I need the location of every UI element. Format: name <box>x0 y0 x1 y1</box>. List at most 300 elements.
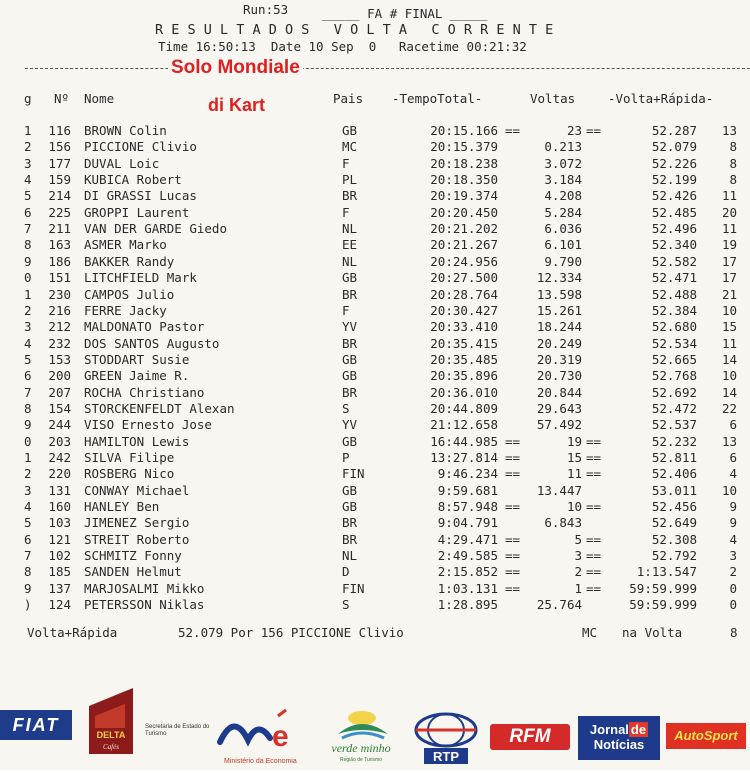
laps-gap-cell: 10 <box>566 499 582 515</box>
fastest-lap-number-cell: 0 <box>729 597 737 613</box>
page-title: R E S U L T A D O S V O L T A C O R R E N T E <box>155 22 554 38</box>
rtp-logo-text: RTP <box>433 749 459 764</box>
laps-gap-cell: 4.208 <box>544 188 582 204</box>
driver-name-cell: PICCIONE Clivio <box>84 139 197 155</box>
laps-marker-end-cell: == <box>586 433 602 449</box>
fastest-lap-cell: 52.426 <box>651 188 697 204</box>
fastest-lap-number-cell: 20 <box>721 204 737 220</box>
total-time-cell: 20:35.896 <box>430 368 498 384</box>
number-cell: 244 <box>48 417 71 433</box>
number-cell: 212 <box>48 319 71 335</box>
country-cell: PL <box>342 172 358 188</box>
laps-gap-cell: 9.790 <box>544 253 582 269</box>
fastest-lap-number-cell: 9 <box>729 499 737 515</box>
laps-gap-cell: 2 <box>574 564 582 580</box>
secretaria-logo: Secretaria de Estado do Turismo <box>145 724 210 737</box>
svg-text:e: e <box>272 720 289 753</box>
fastest-lap-number-cell: 11 <box>721 335 737 351</box>
fastest-lap-cell: 52.488 <box>651 286 697 302</box>
driver-name-cell: KUBICA Robert <box>84 172 182 188</box>
position-cell: 0 <box>24 433 32 449</box>
fastest-lap-cell: 52.496 <box>651 221 697 237</box>
fastest-lap-cell: 52.232 <box>651 433 697 449</box>
table-row <box>0 139 750 155</box>
position-cell: 7 <box>24 384 32 400</box>
table-row <box>0 417 750 433</box>
fastest-lap-cell: 52.287 <box>651 123 697 138</box>
number-cell: 200 <box>48 368 71 384</box>
position-cell: 3 <box>24 155 32 171</box>
position-cell: 7 <box>24 548 32 564</box>
col-laps: Voltas <box>530 91 576 106</box>
number-cell: 151 <box>48 270 71 286</box>
driver-name-cell: HANLEY Ben <box>84 499 160 515</box>
country-cell: BR <box>342 188 358 204</box>
number-cell: 177 <box>48 155 71 171</box>
col-fastest: -Volta+Rápida- <box>608 91 714 106</box>
position-cell: 9 <box>24 580 32 596</box>
laps-marker-end-cell: == <box>586 499 602 515</box>
country-cell: P <box>342 450 350 465</box>
driver-name-cell: BROWN Colin <box>84 123 167 138</box>
laps-gap-cell: 15.261 <box>536 302 582 318</box>
position-cell: 3 <box>24 319 32 335</box>
laps-gap-cell: 15 <box>566 450 582 465</box>
number-cell: 216 <box>48 302 71 318</box>
table-row <box>0 499 750 515</box>
autosport-logo: AutoSport <box>666 723 746 749</box>
total-time-cell: 2:15.852 <box>437 564 498 580</box>
fastest-lap-number-cell: 21 <box>721 286 737 302</box>
table-row <box>0 401 750 417</box>
laps-gap-cell: 19 <box>566 433 582 449</box>
driver-name-cell: DI GRASSI Lucas <box>84 188 197 204</box>
fastest-lap-number-cell: 3 <box>729 548 737 564</box>
laps-marker-cell: == <box>505 450 521 465</box>
total-time-cell: 1:03.131 <box>437 580 498 596</box>
number-cell: 214 <box>48 188 71 204</box>
fastest-lap-cell: 52.079 <box>651 139 697 155</box>
table-row <box>0 434 750 450</box>
footer-lap: 8 <box>730 625 738 640</box>
laps-gap-cell: 25.764 <box>536 597 582 613</box>
total-time-cell: 20:35.415 <box>430 335 498 351</box>
fastest-lap-number-cell: 0 <box>729 580 737 596</box>
verde-minho-subtext: Região de Turismo <box>340 757 382 763</box>
number-cell: 116 <box>48 123 71 138</box>
country-cell: GB <box>342 270 358 286</box>
total-time-cell: 20:15.379 <box>430 139 498 155</box>
table-row <box>0 450 750 466</box>
number-cell: 156 <box>48 139 71 155</box>
fastest-lap-number-cell: 11 <box>721 221 737 237</box>
ministerio-logo-text: Ministério da Economia <box>224 758 297 765</box>
number-cell: 163 <box>48 237 71 253</box>
table-row <box>0 270 750 286</box>
country-cell: S <box>342 400 350 416</box>
country-cell: YV <box>342 319 358 335</box>
position-cell: 2 <box>24 302 32 318</box>
fastest-lap-cell: 52.680 <box>651 319 697 335</box>
driver-name-cell: GREEN Jaime R. <box>84 368 190 384</box>
laps-gap-cell: 3.184 <box>544 172 582 188</box>
number-cell: 232 <box>48 335 71 351</box>
driver-name-cell: HAMILTON Lewis <box>84 433 190 449</box>
sponsor-strip <box>0 686 750 770</box>
fastest-lap-number-cell: 6 <box>729 417 737 433</box>
total-time-cell: 20:30.427 <box>430 302 498 318</box>
country-cell: NL <box>342 548 358 564</box>
total-time-cell: 13:27.814 <box>430 450 498 465</box>
footer-lap-label: na Volta <box>622 625 683 640</box>
fastest-lap-cell: 1:13.547 <box>636 564 697 580</box>
fastest-lap-number-cell: 8 <box>729 172 737 188</box>
col-country: Pais <box>333 91 364 106</box>
fastest-lap-cell: 52.456 <box>651 499 697 515</box>
laps-gap-cell: 23 <box>566 123 582 138</box>
country-cell: NL <box>342 253 358 269</box>
number-cell: 230 <box>48 286 71 302</box>
ministerio-logo <box>214 702 308 765</box>
fastest-lap-number-cell: 8 <box>729 155 737 171</box>
driver-name-cell: VISO Ernesto Jose <box>84 417 212 433</box>
fastest-lap-cell: 52.406 <box>651 466 697 482</box>
fastest-lap-cell: 52.472 <box>651 400 697 416</box>
country-cell: EE <box>342 237 358 253</box>
laps-gap-cell: 12.334 <box>536 270 582 286</box>
position-cell: 4 <box>24 499 32 515</box>
laps-marker-cell: == <box>505 499 521 515</box>
table-row <box>0 156 750 172</box>
total-time-cell: 20:24.956 <box>430 253 498 269</box>
total-time-cell: 20:28.764 <box>430 286 498 302</box>
laps-gap-cell: 13.598 <box>536 286 582 302</box>
col-total: -TempoTotal- <box>392 91 483 106</box>
fastest-lap-number-cell: 15 <box>721 319 737 335</box>
fastest-lap-number-cell: 8 <box>729 139 737 155</box>
position-cell: 6 <box>24 531 32 547</box>
number-cell: 121 <box>48 531 71 547</box>
country-cell: GB <box>342 482 358 498</box>
fastest-lap-number-cell: 9 <box>729 515 737 531</box>
laps-marker-cell: == <box>505 548 521 564</box>
country-cell: FIN <box>342 580 365 596</box>
fastest-lap-number-cell: 13 <box>721 123 737 138</box>
total-time-cell: 4:29.471 <box>437 531 498 547</box>
footer-country: MC <box>582 625 598 640</box>
fastest-lap-cell: 52.471 <box>651 270 697 286</box>
laps-gap-cell: 13.447 <box>536 482 582 498</box>
country-cell: F <box>342 204 350 220</box>
number-cell: 225 <box>48 204 71 220</box>
laps-marker-cell: == <box>505 123 521 138</box>
fastest-lap-cell: 52.665 <box>651 351 697 367</box>
table-row <box>0 221 750 237</box>
position-cell: 6 <box>24 368 32 384</box>
position-cell: 5 <box>24 351 32 367</box>
driver-name-cell: ROSBERG Nico <box>84 466 175 482</box>
laps-marker-cell: == <box>505 564 521 580</box>
laps-gap-cell: 6.036 <box>544 221 582 237</box>
fastest-lap-cell: 52.649 <box>651 515 697 531</box>
laps-marker-end-cell: == <box>586 580 602 596</box>
total-time-cell: 20:21.267 <box>430 237 498 253</box>
total-time-cell: 16:44.985 <box>430 433 498 449</box>
table-row <box>0 237 750 253</box>
table-row <box>0 515 750 531</box>
country-cell: BR <box>342 384 358 400</box>
fastest-lap-number-cell: 17 <box>721 270 737 286</box>
table-row <box>0 123 750 139</box>
laps-marker-cell: == <box>505 580 521 596</box>
laps-gap-cell: 20.844 <box>536 384 582 400</box>
table-row <box>0 466 750 482</box>
number-cell: 137 <box>48 580 71 596</box>
driver-name-cell: STREIT Roberto <box>84 531 190 547</box>
fastest-lap-number-cell: 10 <box>721 482 737 498</box>
number-cell: 153 <box>48 351 71 367</box>
laps-marker-end-cell: == <box>586 450 602 465</box>
driver-name-cell: BAKKER Randy <box>84 253 175 269</box>
number-cell: 242 <box>48 450 71 465</box>
rfm-logo: RFM <box>490 724 570 750</box>
fastest-lap-cell: 52.485 <box>651 204 697 220</box>
position-cell: 9 <box>24 253 32 269</box>
country-cell: FIN <box>342 466 365 482</box>
table-row <box>0 368 750 384</box>
table-row <box>0 303 750 319</box>
position-cell: 3 <box>24 482 32 498</box>
position-cell: 6 <box>24 204 32 220</box>
table-row <box>0 581 750 597</box>
country-cell: D <box>342 564 350 580</box>
total-time-cell: 20:15.166 <box>430 123 498 138</box>
country-cell: F <box>342 302 350 318</box>
laps-marker-end-cell: == <box>586 531 602 547</box>
number-cell: 154 <box>48 400 71 416</box>
driver-name-cell: FERRE Jacky <box>84 302 167 318</box>
total-time-cell: 1:28.895 <box>437 597 498 613</box>
table-row <box>0 483 750 499</box>
position-cell: 9 <box>24 417 32 433</box>
delta-logo-subtext: Cafés <box>103 743 119 751</box>
country-cell: BR <box>342 335 358 351</box>
verde-minho-logo <box>322 704 400 764</box>
fastest-lap-cell: 52.692 <box>651 384 697 400</box>
total-time-cell: 20:18.350 <box>430 172 498 188</box>
footer-value: 52.079 Por 156 PICCIONE Clivio <box>178 625 404 640</box>
country-cell: GB <box>342 433 358 449</box>
position-cell: 8 <box>24 400 32 416</box>
total-time-cell: 20:21.202 <box>430 221 498 237</box>
driver-name-cell: CONWAY Michael <box>84 482 190 498</box>
fastest-lap-cell: 52.226 <box>651 155 697 171</box>
col-pos: g <box>24 91 32 106</box>
footer-label: Volta+Rápida <box>27 625 118 640</box>
laps-gap-cell: 20.730 <box>536 368 582 384</box>
fastest-lap-cell: 52.534 <box>651 335 697 351</box>
driver-name-cell: SCHMITZ Fonny <box>84 548 182 564</box>
number-cell: 186 <box>48 253 71 269</box>
number-cell: 203 <box>48 433 71 449</box>
overlay-title: Solo Mondiale <box>168 57 303 79</box>
country-cell: YV <box>342 417 358 433</box>
number-cell: 220 <box>48 466 71 482</box>
table-row <box>0 336 750 352</box>
verde-minho-text: verde minho <box>331 741 391 755</box>
run-label: Run:53 <box>243 2 289 17</box>
position-cell: 4 <box>24 172 32 188</box>
table-row <box>0 385 750 401</box>
fastest-lap-cell: 53.011 <box>651 482 697 498</box>
table-row <box>0 254 750 270</box>
driver-name-cell: SILVA Filipe <box>84 450 175 465</box>
laps-marker-end-cell: == <box>586 564 602 580</box>
laps-marker-end-cell: == <box>586 548 602 564</box>
fastest-lap-number-cell: 14 <box>721 351 737 367</box>
total-time-cell: 20:44.809 <box>430 400 498 416</box>
position-cell: 7 <box>24 221 32 237</box>
fastest-lap-cell: 52.199 <box>651 172 697 188</box>
driver-name-cell: PETERSSON Niklas <box>84 597 205 613</box>
position-cell: 2 <box>24 139 32 155</box>
driver-name-cell: GROPPI Laurent <box>84 204 190 220</box>
table-row <box>0 188 750 204</box>
jornal-de-text: de <box>630 722 647 737</box>
fastest-lap-cell: 52.582 <box>651 253 697 269</box>
header-divider <box>25 68 750 69</box>
table-row <box>0 319 750 335</box>
laps-gap-cell: 57.492 <box>536 417 582 433</box>
driver-name-cell: DUVAL Loic <box>84 155 160 171</box>
country-cell: NL <box>342 221 358 237</box>
driver-name-cell: ASMER Marko <box>84 237 167 253</box>
fiat-logo: FIAT <box>0 710 72 740</box>
laps-gap-cell: 20.319 <box>536 351 582 367</box>
total-time-cell: 2:49.585 <box>437 548 498 564</box>
col-name: Nome <box>84 91 115 106</box>
number-cell: 124 <box>48 597 71 613</box>
position-cell: ) <box>24 597 32 613</box>
number-cell: 185 <box>48 564 71 580</box>
rtp-logo <box>410 710 482 768</box>
number-cell: 159 <box>48 172 71 188</box>
fastest-lap-number-cell: 17 <box>721 253 737 269</box>
fastest-lap-number-cell: 19 <box>721 237 737 253</box>
overlay-subtitle: di Kart <box>208 95 266 115</box>
position-cell: 8 <box>24 237 32 253</box>
driver-name-cell: VAN DER GARDE Giedo <box>84 221 227 237</box>
total-time-cell: 9:04.791 <box>437 515 498 531</box>
fastest-lap-cell: 59:59.999 <box>629 580 697 596</box>
fastest-lap-number-cell: 14 <box>721 384 737 400</box>
fastest-lap-number-cell: 6 <box>729 450 737 465</box>
fastest-lap-cell: 52.768 <box>651 368 697 384</box>
delta-logo-text: DELTA <box>96 730 126 740</box>
laps-marker-cell: == <box>505 531 521 547</box>
country-cell: BR <box>342 531 358 547</box>
position-cell: 5 <box>24 515 32 531</box>
fastest-lap-cell: 52.384 <box>651 302 697 318</box>
fastest-lap-cell: 52.792 <box>651 548 697 564</box>
fastest-lap-number-cell: 22 <box>721 400 737 416</box>
fastest-lap-number-cell: 4 <box>729 466 737 482</box>
table-row <box>0 564 750 580</box>
fastest-lap-number-cell: 4 <box>729 531 737 547</box>
driver-name-cell: LITCHFIELD Mark <box>84 270 197 286</box>
laps-marker-end-cell: == <box>586 466 602 482</box>
country-cell: MC <box>342 139 358 155</box>
delta-logo <box>85 686 137 756</box>
laps-gap-cell: 5.284 <box>544 204 582 220</box>
driver-name-cell: JIMENEZ Sergio <box>84 515 190 531</box>
total-time-cell: 20:27.500 <box>430 270 498 286</box>
driver-name-cell: STORCKENFELDT Alexan <box>84 400 235 416</box>
country-cell: F <box>342 155 350 171</box>
position-cell: 2 <box>24 466 32 482</box>
table-row <box>0 172 750 188</box>
laps-gap-cell: 3 <box>574 548 582 564</box>
final-label: _____ FA # FINAL _____ <box>322 6 488 21</box>
driver-name-cell: DOS SANTOS Augusto <box>84 335 220 351</box>
total-time-cell: 20:20.450 <box>430 204 498 220</box>
driver-name-cell: STODDART Susie <box>84 351 190 367</box>
noticias-text: Notícias <box>593 737 645 752</box>
laps-marker-cell: == <box>505 433 521 449</box>
laps-gap-cell: 20.249 <box>536 335 582 351</box>
laps-gap-cell: 1 <box>574 580 582 596</box>
table-row <box>0 548 750 564</box>
total-time-cell: 21:12.658 <box>430 417 498 433</box>
laps-gap-cell: 3.072 <box>544 155 582 171</box>
country-cell: GB <box>342 499 358 515</box>
country-cell: GB <box>342 351 358 367</box>
position-cell: 1 <box>24 286 32 302</box>
number-cell: 211 <box>48 221 71 237</box>
table-row <box>0 287 750 303</box>
fastest-lap-number-cell: 10 <box>721 368 737 384</box>
fastest-lap-number-cell: 10 <box>721 302 737 318</box>
laps-marker-end-cell: == <box>586 123 602 138</box>
number-cell: 131 <box>48 482 71 498</box>
fastest-lap-number-cell: 2 <box>729 564 737 580</box>
position-cell: 1 <box>24 450 32 465</box>
laps-gap-cell: 11 <box>566 466 582 482</box>
laps-gap-cell: 29.643 <box>536 400 582 416</box>
driver-name-cell: CAMPOS Julio <box>84 286 175 302</box>
fastest-lap-number-cell: 13 <box>721 433 737 449</box>
jornal-noticias-logo <box>578 716 660 760</box>
jornal-text: Jornal <box>589 722 629 737</box>
country-cell: BR <box>342 515 358 531</box>
table-row <box>0 532 750 548</box>
number-cell: 160 <box>48 499 71 515</box>
country-cell: S <box>342 597 350 613</box>
driver-name-cell: MARJOSALMI Mikko <box>84 580 205 596</box>
driver-name-cell: ROCHA Christiano <box>84 384 205 400</box>
country-cell: GB <box>342 123 358 138</box>
country-cell: BR <box>342 286 358 302</box>
table-row <box>0 597 750 613</box>
laps-gap-cell: 6.843 <box>544 515 582 531</box>
fastest-lap-cell: 52.308 <box>651 531 697 547</box>
table-row <box>0 352 750 368</box>
driver-name-cell: MALDONATO Pastor <box>84 319 205 335</box>
col-no: Nº <box>54 91 70 106</box>
fastest-lap-cell: 52.537 <box>651 417 697 433</box>
position-cell: 0 <box>24 270 32 286</box>
table-row <box>0 205 750 221</box>
